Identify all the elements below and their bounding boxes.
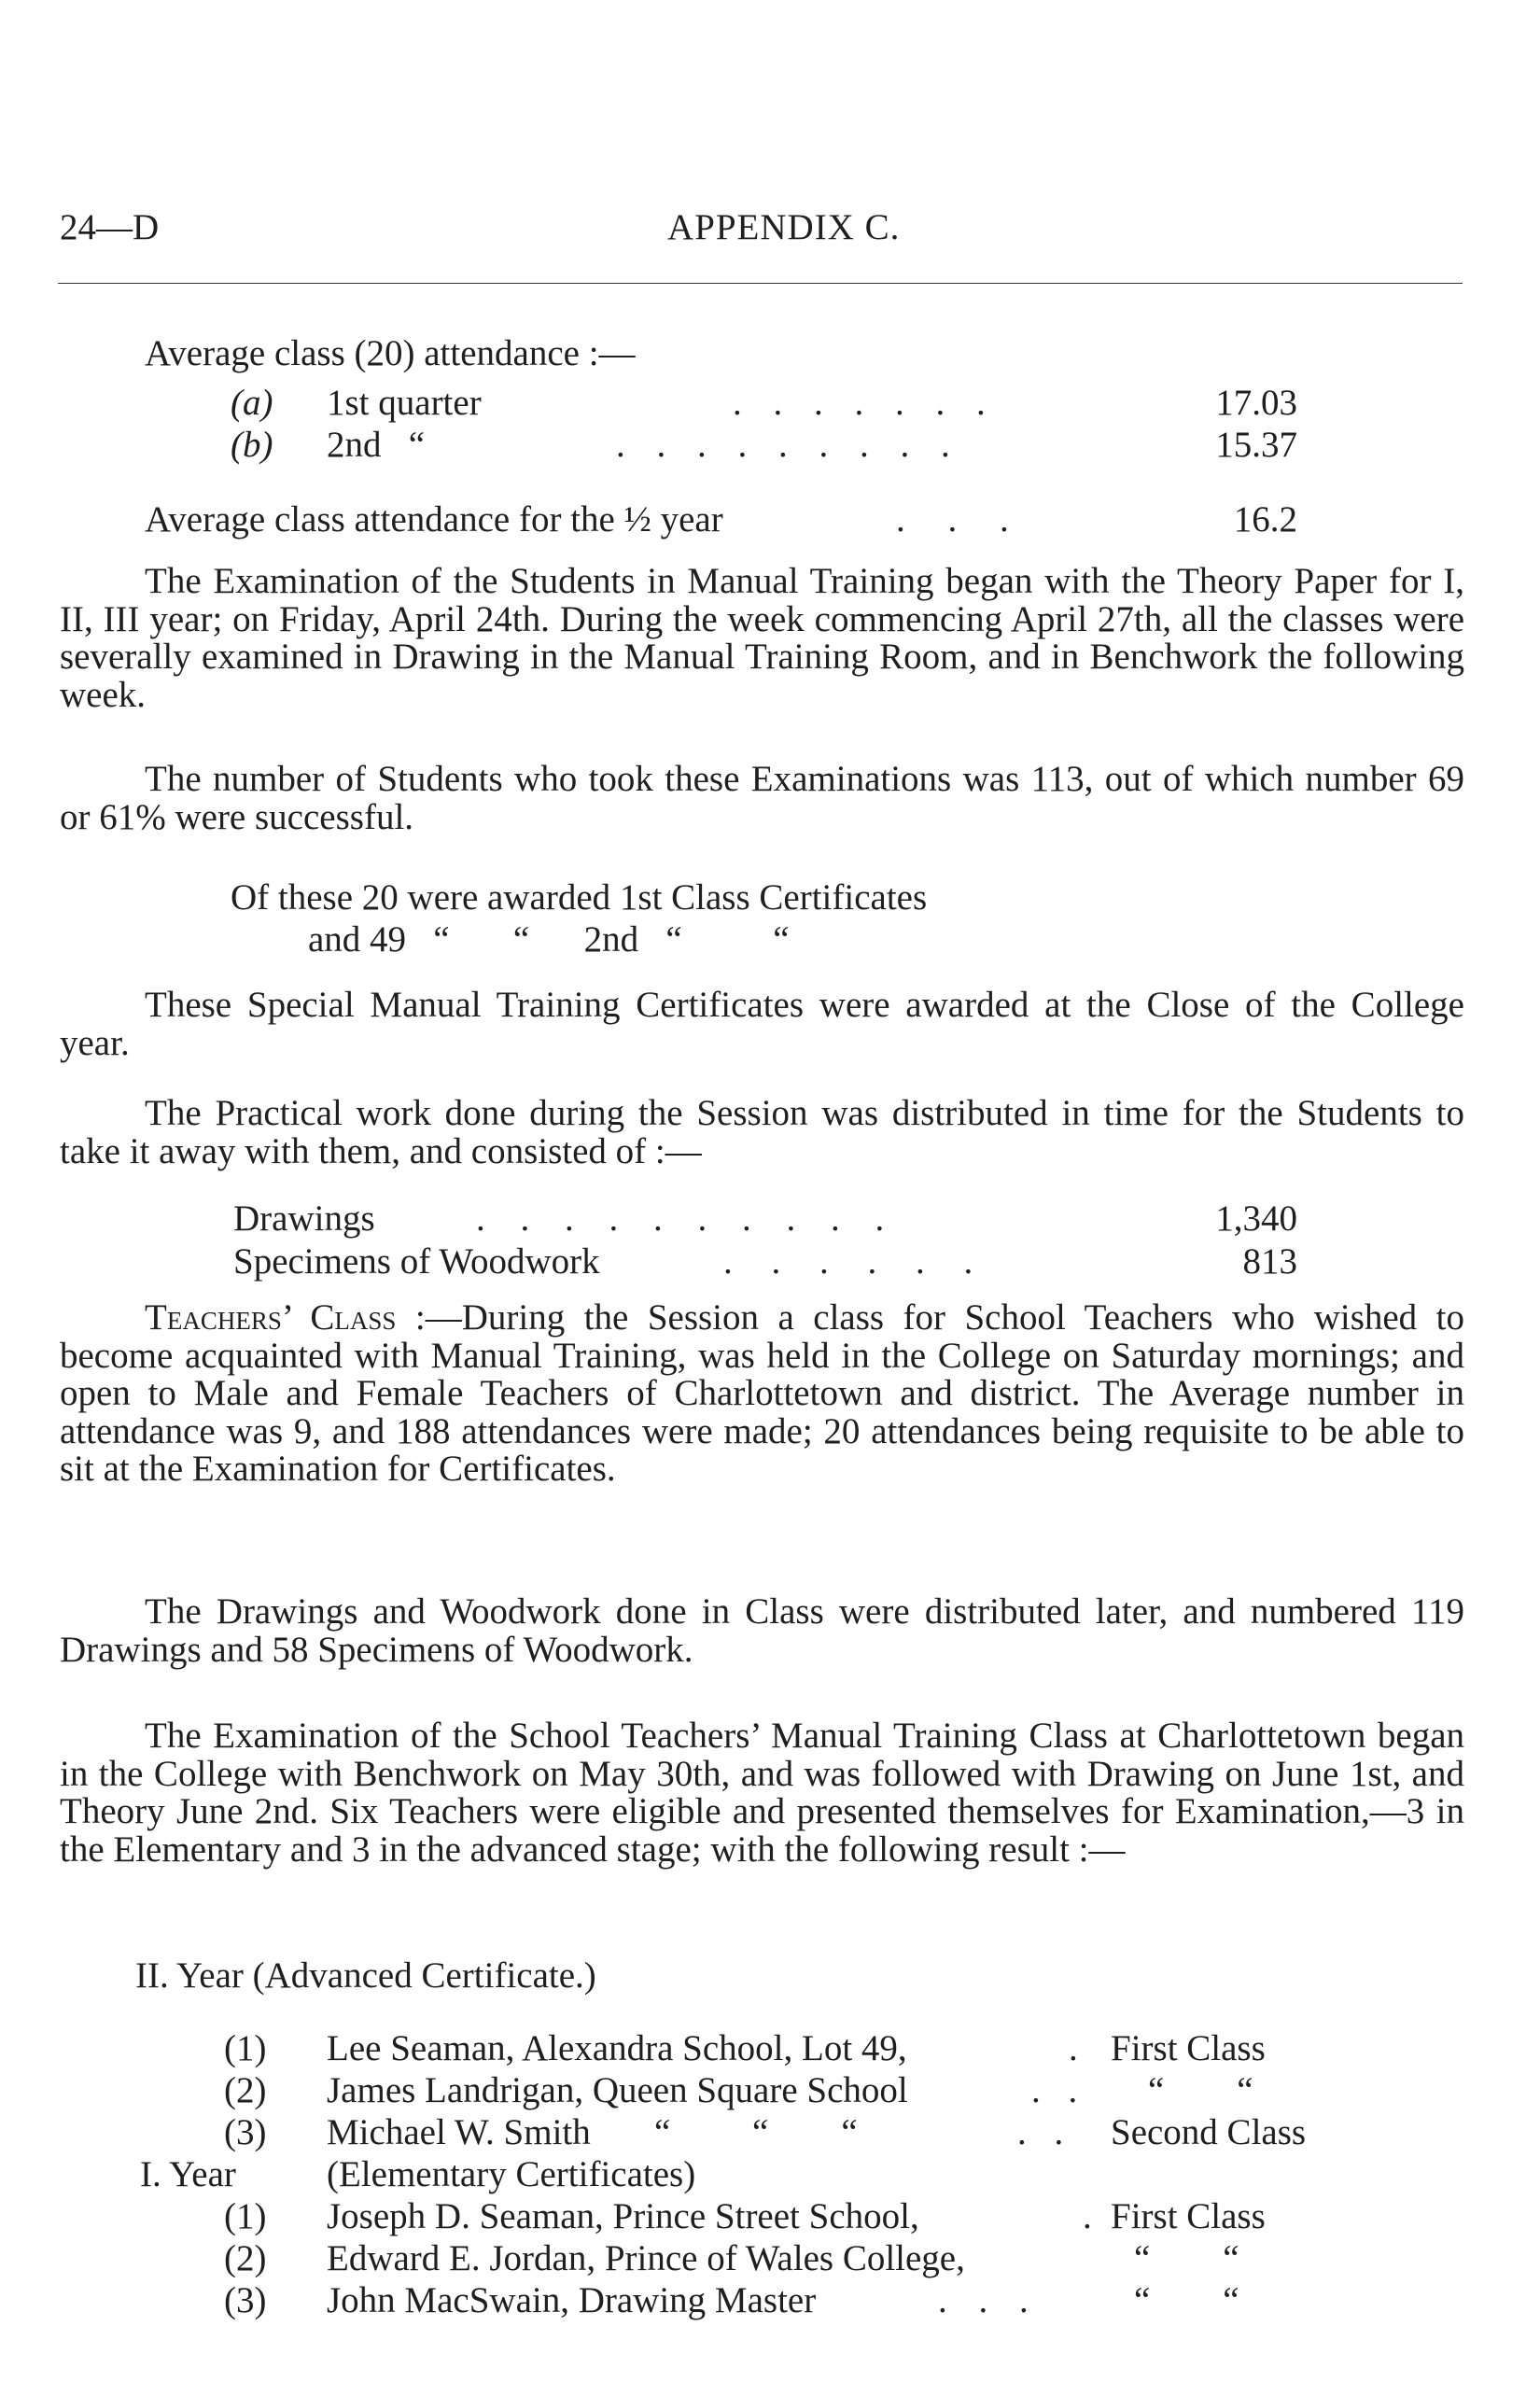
year-2-entry-3-name: Michael W. Smith “ “ “ [327, 2112, 858, 2152]
teachers-class-body: —During the Session a class for School Teachers who wished to become acquainted with Manual Training, was held in the College on Saturday mornings; and open to Male and Female Teachers of Charlottetown and district. The Average number in attendance was 9, and 188 attendances were made; 20 attendances being requisite to be able to sit at the Examination for Certificates. [60, 1297, 1464, 1489]
year-2-entry-3-dots: . . [1017, 2112, 1073, 2152]
attendance-row-b-name: 2nd “ [327, 425, 426, 465]
year-1-entry-2-num: (2) [224, 2238, 267, 2278]
year-1-entry-3-num: (3) [224, 2280, 267, 2320]
year-2-entry-1-dots: . [1069, 2028, 1078, 2068]
year-2-entry-1-name: Lee Seaman, Alexandra School, Lot 49, [327, 2028, 907, 2068]
attendance-row-a-label: (a) [231, 383, 273, 423]
year-2-entry-3-class: Second Class [1111, 2112, 1307, 2152]
page-title: APPENDIX C. [667, 207, 901, 247]
year-1-entry-1-dots: . [1083, 2196, 1092, 2236]
year-1-entry-2-name: Edward E. Jordan, Prince of Wales College, [327, 2238, 965, 2278]
paragraph-teachers-class [60, 1299, 1464, 1489]
attendance-row-b-dots: . . . . . . . . . [616, 425, 961, 465]
year-2-entry-1-class: First Class [1111, 2028, 1266, 2068]
practical-item-woodwork-value: 813 [1242, 1241, 1297, 1282]
certificates-line-2: and 49 “ “ 2nd “ “ [308, 919, 790, 960]
paragraph-distributed: The Drawings and Woodwork done in Class were distributed later, and numbered 119 Drawings and 58 Specimens of Woodwork. [60, 1591, 1464, 1670]
year-2-entry-2-name: James Landrigan, Queen Square School [327, 2070, 908, 2110]
year-1-entry-2-class: “ “ [1134, 2238, 1239, 2278]
paragraph-special: These Special Manual Training Certificates were awarded at the Close of the College year. [60, 985, 1464, 1063]
year-1-entry-1-num: (1) [224, 2196, 267, 2236]
year-2-entry-3-num: (3) [224, 2112, 267, 2152]
year-2-entry-2-class: “ “ [1148, 2070, 1253, 2110]
practical-item-drawings-value: 1,340 [1215, 1198, 1297, 1239]
half-year-dots: . . . [896, 499, 1026, 539]
practical-item-drawings-name: Drawings [233, 1198, 375, 1239]
year-1-entry-3-name: John MacSwain, Drawing Master [327, 2280, 817, 2320]
year-1-entry-3-dots: . . . [938, 2280, 1040, 2320]
practical-item-woodwork-dots: . . . . . . [723, 1241, 988, 1282]
year-2-entry-2-dots: . . [1031, 2070, 1087, 2110]
paragraph-examination: The Examination of the Students in Manual Training began with the Theory Paper for I, II, III year; on Friday, April 24th. During the week commencing April 27th, all the classes were severally examined in Drawing in the Manual Training Room, and in Benchwork the following week. [60, 561, 1464, 715]
year-1-entry-1-name: Joseph D. Seaman, Prince Street School, [327, 2196, 919, 2236]
half-year-value: 16.2 [1233, 499, 1297, 539]
practical-item-drawings-dots: . . . . . . . . . . [476, 1198, 898, 1239]
paragraph-students: The number of Students who took these Examinations was 113, out of which number 69 or 61% were successful. [60, 759, 1464, 837]
attendance-row-a-dots: . . . . . . . [733, 383, 997, 423]
year-1-subtitle: (Elementary Certificates) [327, 2154, 696, 2194]
paragraph-practical: The Practical work done during the Session was distributed in time for the Students to take it away with them, and consisted of :— [60, 1093, 1464, 1171]
year-2-entry-2-num: (2) [224, 2070, 267, 2110]
page-number: 24—D [60, 207, 160, 247]
attendance-heading: Average class (20) attendance :— [145, 333, 636, 373]
header-divider [58, 283, 1463, 284]
paragraph-teachers-exam: The Examination of the School Teachers’ Manual Training Class at Charlottetown began in the College with Benchwork on May 30th, and was followed with Drawing on June 1st, and Theory June 2nd. Six Teachers were eligible and presented themselves for Examination,—3 in the Elementary and 3 in the advanced stage; with the following result :— [60, 1716, 1464, 1870]
year-2-entry-1-num: (1) [224, 2028, 267, 2068]
attendance-row-b-value: 15.37 [1215, 425, 1297, 465]
attendance-row-a-value: 17.03 [1215, 383, 1297, 423]
attendance-row-a-name: 1st quarter [327, 383, 482, 423]
certificates-line-1: Of these 20 were awarded 1st Class Certificates [231, 877, 928, 918]
practical-item-woodwork-name: Specimens of Woodwork [233, 1241, 600, 1282]
year-1-entry-1-class: First Class [1111, 2196, 1266, 2236]
half-year-label: Average class attendance for the ½ year [145, 499, 723, 539]
year-1-entry-3-class: “ “ [1134, 2280, 1239, 2320]
attendance-row-b-label: (b) [231, 425, 273, 465]
year-1-label: I. Year [140, 2154, 236, 2194]
year-2-label: II. Year (Advanced Certificate.) [135, 1955, 596, 1996]
teachers-class-heading: Teachers’ Class : [145, 1297, 426, 1338]
